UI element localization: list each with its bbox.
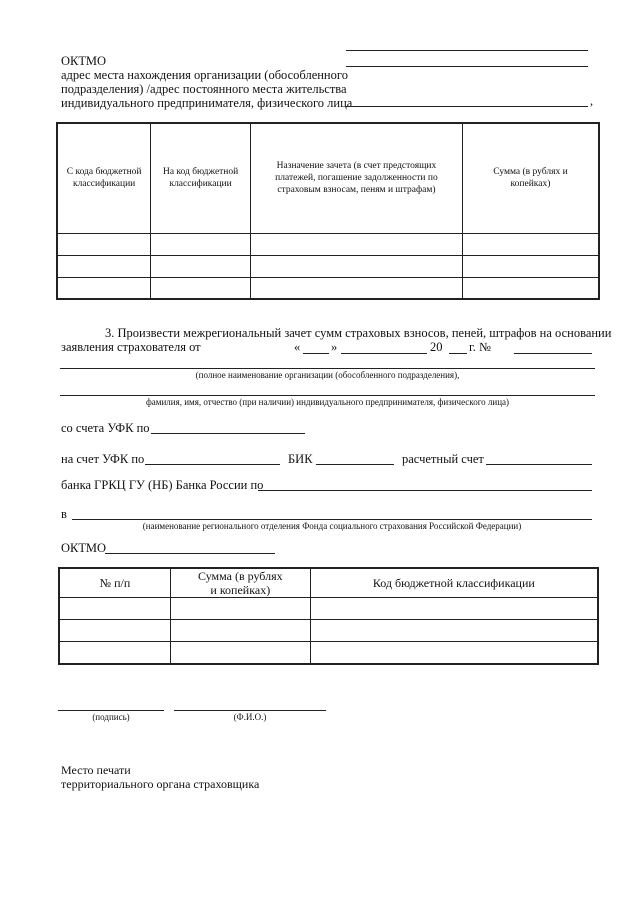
table-row bbox=[57, 233, 599, 255]
table-cell[interactable] bbox=[57, 233, 151, 255]
date-quote-open: « bbox=[294, 340, 301, 354]
offset-table-header-to-kbk: На код бюджетной классификации bbox=[151, 123, 251, 233]
section3-text-line1: 3. Произвести межрегиональный зачет сумм страховых взносов, пеней, штрафов на основании bbox=[105, 326, 612, 340]
signature-field[interactable] bbox=[58, 710, 164, 711]
fss-branch-caption: (наименование регионального отделения Фонда социального страхования Российской Федерации) bbox=[142, 521, 522, 531]
bik-label: БИК bbox=[288, 452, 313, 466]
to-account-label: на счет УФК по bbox=[61, 452, 145, 466]
person-name-field[interactable] bbox=[60, 395, 595, 396]
table-cell[interactable] bbox=[462, 277, 599, 299]
offset-table-header-purpose: Назначение зачета (в счет предстоящих платежей, погашение задолженности по страховым взносам, пеням и штрафам) bbox=[250, 123, 462, 233]
table-cell[interactable] bbox=[462, 233, 599, 255]
date-year-field[interactable] bbox=[449, 353, 467, 354]
table-row bbox=[59, 620, 598, 642]
bank-label: банка ГРКЦ ГУ (НБ) Банка России по bbox=[61, 478, 264, 492]
table-cell[interactable] bbox=[151, 255, 251, 277]
table-cell[interactable] bbox=[170, 598, 310, 620]
stamp-place-line2: территориального органа страховщика bbox=[61, 777, 260, 791]
org-name-field[interactable] bbox=[60, 368, 595, 369]
to-account-field[interactable] bbox=[145, 464, 280, 465]
address-line-1[interactable] bbox=[346, 66, 588, 67]
full-name-field[interactable] bbox=[174, 710, 326, 711]
application-number-field[interactable] bbox=[514, 353, 592, 354]
transfer-table-header-number: № п/п bbox=[59, 568, 170, 598]
transfer-table-header-kbk: Код бюджетной классификации bbox=[310, 568, 598, 598]
date-quote-close: » bbox=[331, 340, 338, 354]
table-cell[interactable] bbox=[59, 620, 170, 642]
table-cell[interactable] bbox=[57, 277, 151, 299]
table-cell[interactable] bbox=[59, 598, 170, 620]
settlement-account-field[interactable] bbox=[486, 464, 592, 465]
settlement-account-label: расчетный счет bbox=[402, 452, 484, 466]
oktmo-line[interactable] bbox=[346, 50, 588, 51]
oktmo-field-2[interactable] bbox=[105, 553, 275, 554]
table-cell[interactable] bbox=[250, 233, 462, 255]
table-row bbox=[57, 255, 599, 277]
table-cell[interactable] bbox=[250, 255, 462, 277]
bank-field[interactable] bbox=[258, 490, 592, 491]
address-label-line2: подразделения) /адрес постоянного места жительства bbox=[61, 82, 347, 96]
person-name-caption: фамилия, имя, отчество (при наличии) индивидуального предпринимателя, физического лица) bbox=[145, 397, 510, 407]
table-cell[interactable] bbox=[59, 642, 170, 664]
stamp-place-line1: Место печати bbox=[61, 763, 131, 777]
table-cell[interactable] bbox=[310, 642, 598, 664]
oktmo-label-2: ОКТМО bbox=[61, 541, 106, 555]
table-row bbox=[59, 598, 598, 620]
transfer-table-header-amount: Сумма (в рублях и копейках) bbox=[170, 568, 310, 598]
table-cell[interactable] bbox=[57, 255, 151, 277]
address-line-2[interactable] bbox=[346, 106, 588, 107]
address-label-line3: индивидуального предпринимателя, физического лица bbox=[61, 96, 353, 110]
table-cell[interactable] bbox=[310, 620, 598, 642]
section3-text-line2: заявления страхователя от bbox=[61, 340, 201, 354]
signature-caption: (подпись) bbox=[92, 712, 130, 722]
bik-field[interactable] bbox=[316, 464, 394, 465]
fss-in-label: в bbox=[61, 507, 67, 521]
transfer-table bbox=[58, 567, 599, 665]
table-cell[interactable] bbox=[170, 642, 310, 664]
table-cell[interactable] bbox=[250, 277, 462, 299]
offset-table-header-amount: Сумма (в рублях и копейках) bbox=[462, 123, 599, 233]
table-cell[interactable] bbox=[151, 233, 251, 255]
date-year-prefix: 20 bbox=[430, 340, 443, 354]
fss-branch-field[interactable] bbox=[72, 519, 592, 520]
full-name-caption: (Ф.И.О.) bbox=[233, 712, 267, 722]
org-name-caption: (полное наименование организации (обособленного подразделения), bbox=[195, 370, 460, 380]
application-number-label: г. № bbox=[469, 340, 491, 354]
address-label-line1: адрес места нахождения организации (обособленного bbox=[61, 68, 348, 82]
table-cell[interactable] bbox=[151, 277, 251, 299]
table-cell[interactable] bbox=[462, 255, 599, 277]
table-cell[interactable] bbox=[310, 598, 598, 620]
offset-table bbox=[56, 122, 600, 300]
from-account-field[interactable] bbox=[151, 433, 305, 434]
from-account-label: со счета УФК по bbox=[61, 421, 150, 435]
date-day-field[interactable] bbox=[303, 353, 329, 354]
table-cell[interactable] bbox=[170, 620, 310, 642]
table-row bbox=[59, 642, 598, 664]
oktmo-label: ОКТМО bbox=[61, 54, 106, 68]
offset-table-header-from-kbk: С кода бюджетной классификации bbox=[57, 123, 151, 233]
date-month-field[interactable] bbox=[341, 353, 427, 354]
table-row bbox=[57, 277, 599, 299]
address-comma: , bbox=[590, 94, 594, 108]
